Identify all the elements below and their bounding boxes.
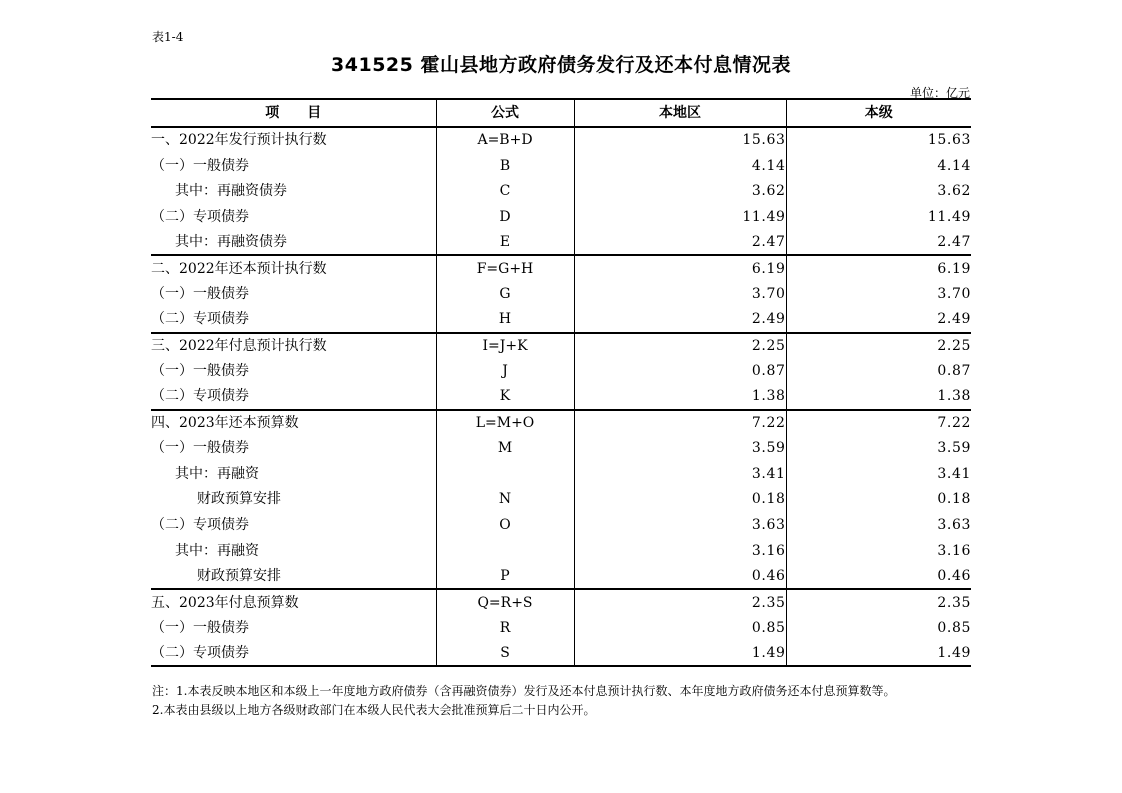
row-level-value: 2.47: [786, 230, 971, 256]
row-level-value: 1.49: [786, 641, 971, 667]
row-formula: S: [436, 641, 574, 667]
row-region-value: 2.49: [574, 307, 786, 333]
row-formula: L=M+O: [436, 410, 574, 436]
row-region-value: 1.49: [574, 641, 786, 667]
table-row: [151, 615, 971, 641]
row-level-value: 3.59: [786, 435, 971, 461]
row-level-value: 0.46: [786, 564, 971, 590]
row-region-value: 7.22: [574, 410, 786, 436]
row-formula: P: [436, 564, 574, 590]
row-item: 其中：再融资债券: [175, 183, 287, 200]
row-item: 其中：再融资债券: [151, 230, 436, 256]
row-level-value: 3.63: [786, 512, 971, 538]
row-item: 三、2022年付息预计执行数: [151, 337, 327, 354]
row-region-value: 0.85: [574, 615, 786, 641]
row-item: （一）一般债券: [151, 157, 249, 174]
table-row: [151, 641, 971, 667]
row-formula: E: [436, 230, 574, 256]
row-region-value: 0.46: [574, 564, 786, 590]
row-formula: N: [436, 487, 574, 513]
row-formula: G: [436, 281, 574, 307]
note-line: 注：1.本表反映本地区和本级上一年度地方政府债券（含再融资债券）发行及还本付息预计执行数、本年度地方政府债务还本付息预算数等。: [152, 684, 896, 698]
row-region-value: 1.38: [574, 384, 786, 410]
table-row: [151, 255, 971, 281]
row-formula: M: [436, 435, 574, 461]
table-row: [151, 461, 971, 487]
column-header-formula: 公式: [436, 99, 574, 127]
row-formula: F=G+H: [436, 255, 574, 281]
row-item: （一）一般债券: [151, 285, 249, 302]
column-header-level: 本级: [786, 99, 971, 127]
row-formula: J: [436, 358, 574, 384]
table-number: 表1-4: [152, 30, 184, 44]
table-row: [151, 307, 971, 333]
column-header-item: 项 目: [151, 99, 436, 127]
note-line: 2.本表由县级以上地方各级财政部门在本级人民代表大会批准预算后二十日内公开。: [152, 703, 596, 717]
table-row: [151, 512, 971, 538]
row-region-value: 3.63: [574, 512, 786, 538]
column-header-region: 本地区: [574, 99, 786, 127]
table-row: [151, 564, 971, 590]
row-level-value: 11.49: [786, 204, 971, 230]
table-header-row: [151, 99, 971, 127]
row-item: （一）一般债券: [151, 619, 249, 636]
row-region-value: 3.70: [574, 281, 786, 307]
row-item: （一）一般债券: [151, 363, 249, 380]
row-region-value: 2.25: [574, 333, 786, 359]
row-formula: O: [436, 512, 574, 538]
row-item: （一）一般债券: [151, 440, 249, 457]
row-level-value: 3.62: [786, 178, 971, 204]
row-region-value: 3.16: [574, 538, 786, 564]
table-row: [151, 153, 971, 179]
table-row: [151, 127, 971, 153]
row-level-value: 3.70: [786, 281, 971, 307]
row-region-value: 2.47: [574, 230, 786, 256]
row-item: 其中：再融资: [175, 542, 259, 559]
table-row: [151, 178, 971, 204]
table-row: [151, 410, 971, 436]
row-item: 五、2023年付息预算数: [151, 594, 299, 611]
page-title: 341525 霍山县地方政府债务发行及还本付息情况表: [331, 54, 791, 76]
row-level-value: 15.63: [786, 127, 971, 153]
row-level-value: 6.19: [786, 255, 971, 281]
row-level-value: 2.49: [786, 307, 971, 333]
row-region-value: 3.41: [574, 461, 786, 487]
row-region-value: 4.14: [574, 153, 786, 179]
row-item: 二、2022年还本预计执行数: [151, 260, 327, 277]
row-formula: C: [436, 178, 574, 204]
row-formula: K: [436, 384, 574, 410]
row-formula: R: [436, 615, 574, 641]
row-item: 财政预算安排: [197, 491, 281, 508]
row-region-value: 3.59: [574, 435, 786, 461]
table-body: [151, 127, 971, 666]
row-level-value: 0.85: [786, 615, 971, 641]
table-row: [151, 204, 971, 230]
row-region-value: 3.62: [574, 178, 786, 204]
row-level-value: 3.16: [786, 538, 971, 564]
row-level-value: 4.14: [786, 153, 971, 179]
row-level-value: 0.87: [786, 358, 971, 384]
row-formula: A=B+D: [436, 127, 574, 153]
debt-table: [151, 98, 971, 667]
row-item: （二）专项债券: [151, 208, 249, 225]
row-region-value: 2.35: [574, 589, 786, 615]
row-level-value: 7.22: [786, 410, 971, 436]
table-row: [151, 589, 971, 615]
table-row: [151, 230, 971, 256]
row-formula: H: [436, 307, 574, 333]
table-row: [151, 281, 971, 307]
table-row: [151, 435, 971, 461]
row-level-value: 3.41: [786, 461, 971, 487]
row-item: （二）专项债券: [151, 517, 249, 534]
row-item: （二）专项债券: [151, 641, 436, 667]
row-formula: [436, 461, 574, 487]
row-level-value: 0.18: [786, 487, 971, 513]
row-formula: B: [436, 153, 574, 179]
row-formula: Q=R+S: [436, 589, 574, 615]
row-region-value: 0.18: [574, 487, 786, 513]
table-row: [151, 538, 971, 564]
row-item: 一、2022年发行预计执行数: [151, 132, 327, 149]
row-region-value: 11.49: [574, 204, 786, 230]
row-region-value: 6.19: [574, 255, 786, 281]
table-row: [151, 358, 971, 384]
row-level-value: 2.25: [786, 333, 971, 359]
table-row: [151, 487, 971, 513]
row-item: （二）专项债券: [151, 384, 436, 410]
unit-label: 单位：亿元: [909, 86, 970, 100]
row-item: 其中：再融资: [175, 465, 259, 482]
row-formula: I=J+K: [436, 333, 574, 359]
table-row: [151, 384, 971, 410]
row-region-value: 0.87: [574, 358, 786, 384]
row-level-value: 1.38: [786, 384, 971, 410]
row-level-value: 2.35: [786, 589, 971, 615]
notes: [152, 682, 895, 720]
row-item: 四、2023年还本预算数: [151, 414, 299, 431]
row-item: （二）专项债券: [151, 307, 436, 333]
row-region-value: 15.63: [574, 127, 786, 153]
table-row: [151, 333, 971, 359]
row-formula: [436, 538, 574, 564]
row-formula: D: [436, 204, 574, 230]
row-item: 财政预算安排: [151, 564, 436, 590]
